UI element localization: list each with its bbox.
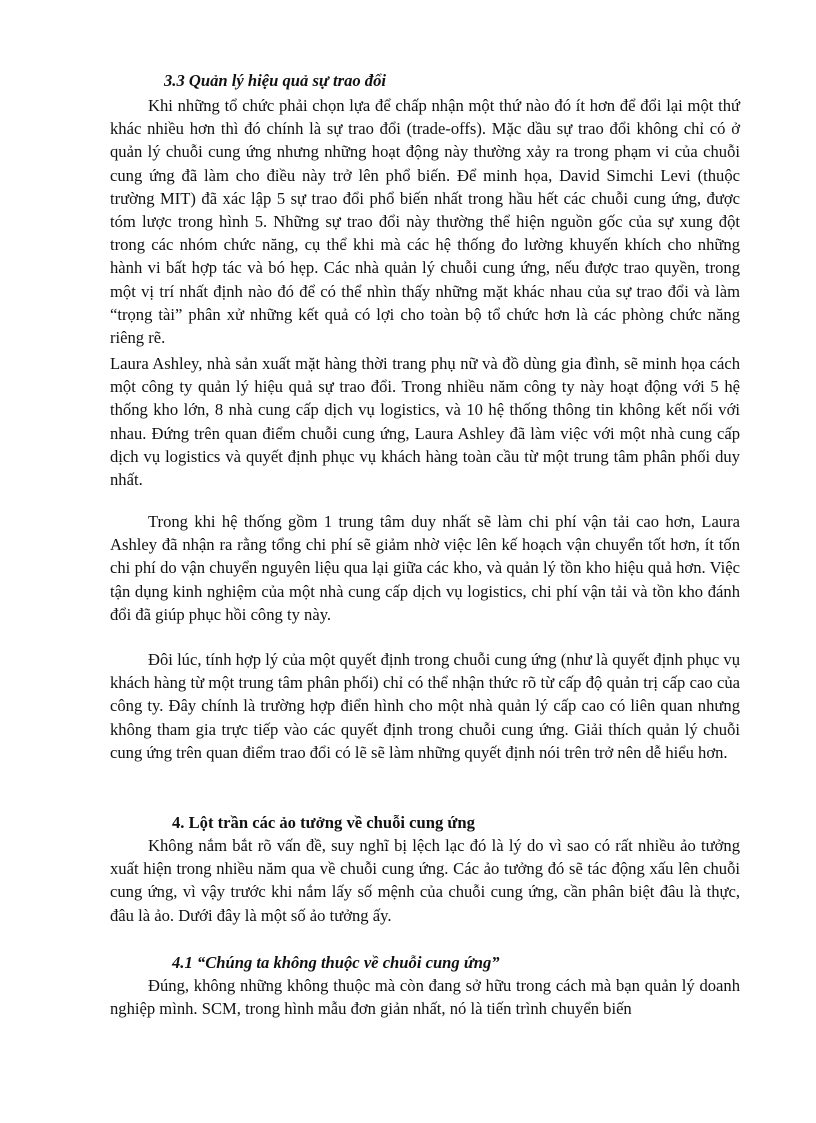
- paragraph-single-center: Trong khi hệ thống gồm 1 trung tâm duy nhất sẽ làm chi phí vận tải cao hơn, Laura Ashley đã nhận ra rằng tổng chi phí sẽ giảm nhờ việc lên kế hoạch vận chuyển tốt hơn, ít tốn chi phí do vận chuyển nguyên liệu qua lại giữa các kho, và quản lý tồn kho hiệu quả hơn. Việc tận dụng kinh nghiệm của một nhà cung cấp dịch vụ logistics, chi phí vận tải và tồn kho đánh đổi đã giúp phục hồi công ty này.: [110, 512, 740, 624]
- paragraph-decision-logic: Đôi lúc, tính hợp lý của một quyết định trong chuỗi cung ứng (như là quyết định phục vụ khách hàng từ một trung tâm phân phối) chỉ có thể nhận thức rõ từ cấp độ quản trị cấp cao của công ty. Đây chính là trường hợp điển hình cho một nhà quản lý cấp cao có liên quan nhưng không tham gia trực tiếp vào các quyết định trong chuỗi cung ứng. Giải thích quản lý chuỗi cung ứng trên quan điểm trao đổi có lẽ sẽ làm những quyết định nói trên trở nên dễ hiểu hơn.: [110, 650, 740, 762]
- section-3-3-title: 3.3 Quản lý hiệu quả sự trao đổi: [164, 71, 387, 90]
- paragraph-laura-ashley: Laura Ashley, nhà sản xuất mặt hàng thời trang phụ nữ và đồ dùng gia đình, sẽ minh họa cách một công ty quản lý hiệu quả sự trao đổi. Trong nhiều năm công ty này hoạt động với 5 hệ thống kho lớn, 8 nhà cung cấp dịch vụ logistics, và 10 hệ thống thông tin không kết nối với nhau. Đứng trên quan điểm chuỗi cung ứng, Laura Ashley đã làm việc với một nhà cung cấp dịch vụ logistics và quyết định phục vụ khách hàng toàn cầu từ một trung tâm phân phối duy nhất.: [110, 354, 740, 490]
- paragraph-ownership: Đúng, không những không thuộc mà còn đang sở hữu trong cách mà bạn quản lý doanh nghiệp mình. SCM, trong hình mẫu đơn giản nhất, nó là tiến trình chuyển biến: [110, 976, 740, 1019]
- paragraph-trade-offs: Khi những tổ chức phải chọn lựa để chấp nhận một thứ nào đó ít hơn để đổi lại một thứ khác nhiều hơn thì đó chính là sự trao đổi (trade-offs). Mặc dầu sự trao đổi không chỉ có ở quản lý chuỗi cung ứng nhưng những hoạt động này thường xảy ra trong phạm vi của chuỗi cung ứng đã làm cho điều này trở lên phổ biến. Để minh họa, David Simchi Levi (thuộc trường MIT) đã xác lập 5 sự trao đổi phổ biến nhất trong hầu hết các chuỗi cung ứng, được tóm lược trong hình 5. Những sự trao đổi này thường thể hiện nguồn gốc của sự xung đột trong các nhóm chức năng, cụ thể khi mà các hệ thống đo lường khuyến khích cho những hành vi bất hợp tác và bó hẹp. Các nhà quản lý chuỗi cung ứng, nếu được trao quyền, trong một vị trí nhất định nào đó để có thể nhìn thấy những mặt khác nhau của sự trao đổi và làm “trọng tài” phân xử những kết quả có lợi cho toàn bộ tổ chức hơn là các phòng chức năng riêng rẽ.: [110, 96, 740, 348]
- paragraph-illusions: Không nắm bắt rõ vấn đề, suy nghĩ bị lệch lạc đó là lý do vì sao có rất nhiều ảo tưởng xuất hiện trong nhiều năm qua về chuỗi cung ứng. Các ảo tưởng đó sẽ tác động xấu lên chuỗi cung ứng, vì vậy trước khi nắm lấy số mệnh của chuỗi cung ứng, cần phân biệt đâu là thực, đâu là ảo. Dưới đây là một số ảo tưởng ấy.: [110, 836, 740, 925]
- section-4-title: 4. Lột trần các ảo tưởng về chuỗi cung ứng: [172, 813, 475, 832]
- section-4-1-title: 4.1 “Chúng ta không thuộc về chuỗi cung ứng”: [172, 953, 500, 972]
